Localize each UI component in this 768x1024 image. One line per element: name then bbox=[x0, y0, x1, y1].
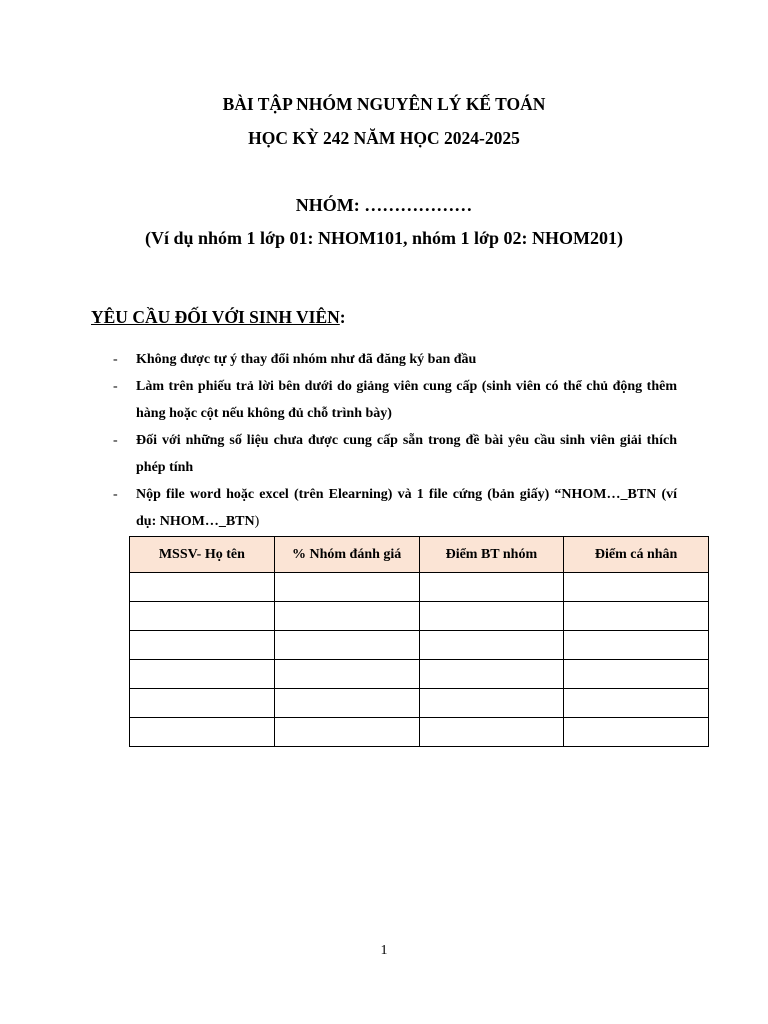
requirements-heading-text: YÊU CẦU ĐỐI VỚI SINH VIÊN bbox=[91, 307, 340, 327]
table-cell[interactable] bbox=[274, 573, 419, 602]
header-group-score: Điểm BT nhóm bbox=[419, 537, 564, 573]
table-cell[interactable] bbox=[274, 689, 419, 718]
page-number: 1 bbox=[380, 943, 388, 958]
header-group-eval: % Nhóm đánh giá bbox=[274, 537, 419, 573]
list-item bbox=[0, 481, 677, 535]
table-cell[interactable] bbox=[564, 602, 709, 631]
title-line-2: HỌC KỲ 242 NĂM HỌC 2024-2025 bbox=[248, 128, 520, 148]
table-cell[interactable] bbox=[130, 689, 275, 718]
requirements-heading-colon: : bbox=[339, 307, 346, 327]
table-cell[interactable] bbox=[564, 689, 709, 718]
table-row bbox=[130, 718, 709, 747]
grade-table-body bbox=[130, 573, 709, 747]
table-cell[interactable] bbox=[564, 573, 709, 602]
list-item bbox=[0, 373, 677, 427]
table-cell[interactable] bbox=[564, 660, 709, 689]
table-cell[interactable] bbox=[419, 631, 564, 660]
requirement-text: Không được tự ý thay đổi nhóm như đã đăng ký ban đầu bbox=[136, 352, 477, 367]
requirement-text-tail: ) bbox=[254, 514, 260, 529]
table-row bbox=[130, 660, 709, 689]
table-cell[interactable] bbox=[419, 689, 564, 718]
table-cell[interactable] bbox=[274, 660, 419, 689]
header-individual-score: Điểm cá nhân bbox=[564, 537, 709, 573]
requirements-list bbox=[0, 346, 768, 535]
table-cell[interactable] bbox=[419, 718, 564, 747]
title-line-1: BÀI TẬP NHÓM NGUYÊN LÝ KẾ TOÁN bbox=[222, 94, 546, 114]
bullet-dash: - bbox=[113, 433, 118, 448]
table-row bbox=[130, 602, 709, 631]
table-cell[interactable] bbox=[564, 631, 709, 660]
list-item bbox=[0, 427, 677, 481]
table-cell[interactable] bbox=[419, 573, 564, 602]
group-example: (Ví dụ nhóm 1 lớp 01: NHOM101, nhóm 1 lớp 02: NHOM201) bbox=[145, 228, 623, 248]
table-cell[interactable] bbox=[564, 718, 709, 747]
header-student: MSSV- Họ tên bbox=[130, 537, 275, 573]
requirements-heading bbox=[91, 307, 346, 328]
bullet-dash: - bbox=[113, 379, 118, 394]
requirement-text: Đối với những số liệu chưa được cung cấp sẵn trong đề bài yêu cầu sinh viên giải thích phép tính bbox=[136, 433, 677, 475]
table-cell[interactable] bbox=[130, 660, 275, 689]
table-cell[interactable] bbox=[274, 602, 419, 631]
table-row bbox=[130, 689, 709, 718]
grade-table bbox=[129, 536, 709, 747]
list-item bbox=[0, 346, 677, 373]
table-cell[interactable] bbox=[274, 631, 419, 660]
table-cell[interactable] bbox=[274, 718, 419, 747]
bullet-dash: - bbox=[113, 352, 118, 367]
table-cell[interactable] bbox=[419, 602, 564, 631]
table-row bbox=[130, 631, 709, 660]
requirement-text: Làm trên phiếu trả lời bên dưới do giảng viên cung cấp (sinh viên có thể chủ động thêm hàng hoặc cột nếu không đủ chỗ trình bày) bbox=[136, 379, 677, 421]
table-header-row bbox=[130, 537, 709, 573]
table-cell[interactable] bbox=[419, 660, 564, 689]
table-row bbox=[130, 573, 709, 602]
table-cell[interactable] bbox=[130, 631, 275, 660]
table-cell[interactable] bbox=[130, 718, 275, 747]
requirement-text: Nộp file word hoặc excel (trên Elearning) và 1 file cứng (bản giấy) “NHOM…_BTN (ví dụ: NHOM…_BTN bbox=[136, 487, 677, 529]
group-label: NHÓM: ……………… bbox=[295, 195, 473, 215]
table-cell[interactable] bbox=[130, 573, 275, 602]
table-cell[interactable] bbox=[130, 602, 275, 631]
bullet-dash: - bbox=[113, 487, 118, 502]
